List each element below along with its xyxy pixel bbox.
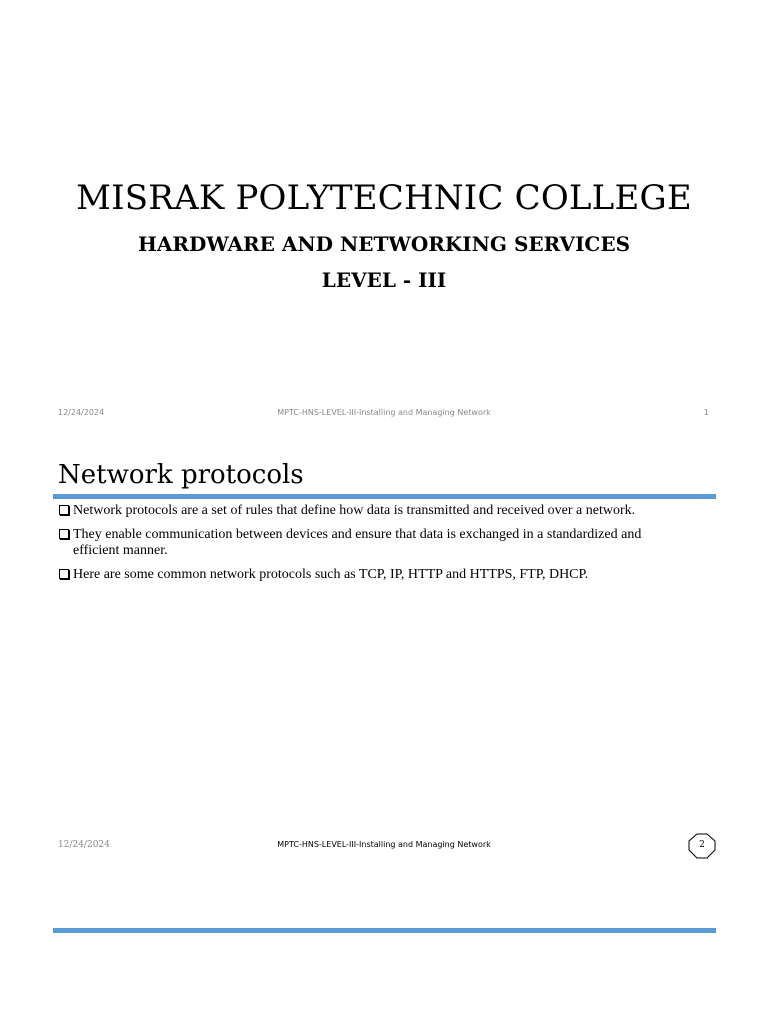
- footer-date: 12/24/2024: [58, 408, 105, 417]
- hollow-square-icon: [59, 505, 69, 515]
- bottom-divider: [53, 928, 716, 933]
- hollow-square-icon: [59, 569, 69, 579]
- college-title: MISRAK POLYTECHNIC COLLEGE: [76, 178, 692, 218]
- slide-title: Network protocols: [58, 460, 304, 490]
- bullet-text: Here are some common network protocols such as TCP, IP, HTTP and HTTPS, FTP, DHCP.: [73, 567, 589, 582]
- list-item: [58, 503, 668, 519]
- footer-course-title: MPTC-HNS-LEVEL-III-Installing and Managing Network: [277, 408, 491, 417]
- footer-course-title: MPTC-HNS-LEVEL-III-Installing and Managing Network: [277, 840, 491, 849]
- program-subtitle: HARDWARE AND NETWORKING SERVICES: [137, 232, 631, 256]
- page-number-badge: [687, 833, 717, 859]
- level-label: LEVEL - III: [321, 268, 447, 292]
- bullet-list: [58, 503, 668, 591]
- list-item: [58, 567, 668, 583]
- bullet-text: Network protocols are a set of rules that define how data is transmitted and received over a network.: [73, 503, 636, 518]
- list-item: [58, 527, 668, 559]
- footer-date: 12/24/2024: [58, 840, 110, 850]
- footer-page-number: 2: [699, 840, 705, 850]
- title-underline: [53, 494, 716, 499]
- hollow-square-icon: [59, 529, 69, 539]
- bullet-text: They enable communication between devices and ensure that data is exchanged in a standardized and efficient manner.: [73, 527, 642, 558]
- footer-page-number: 1: [703, 408, 709, 417]
